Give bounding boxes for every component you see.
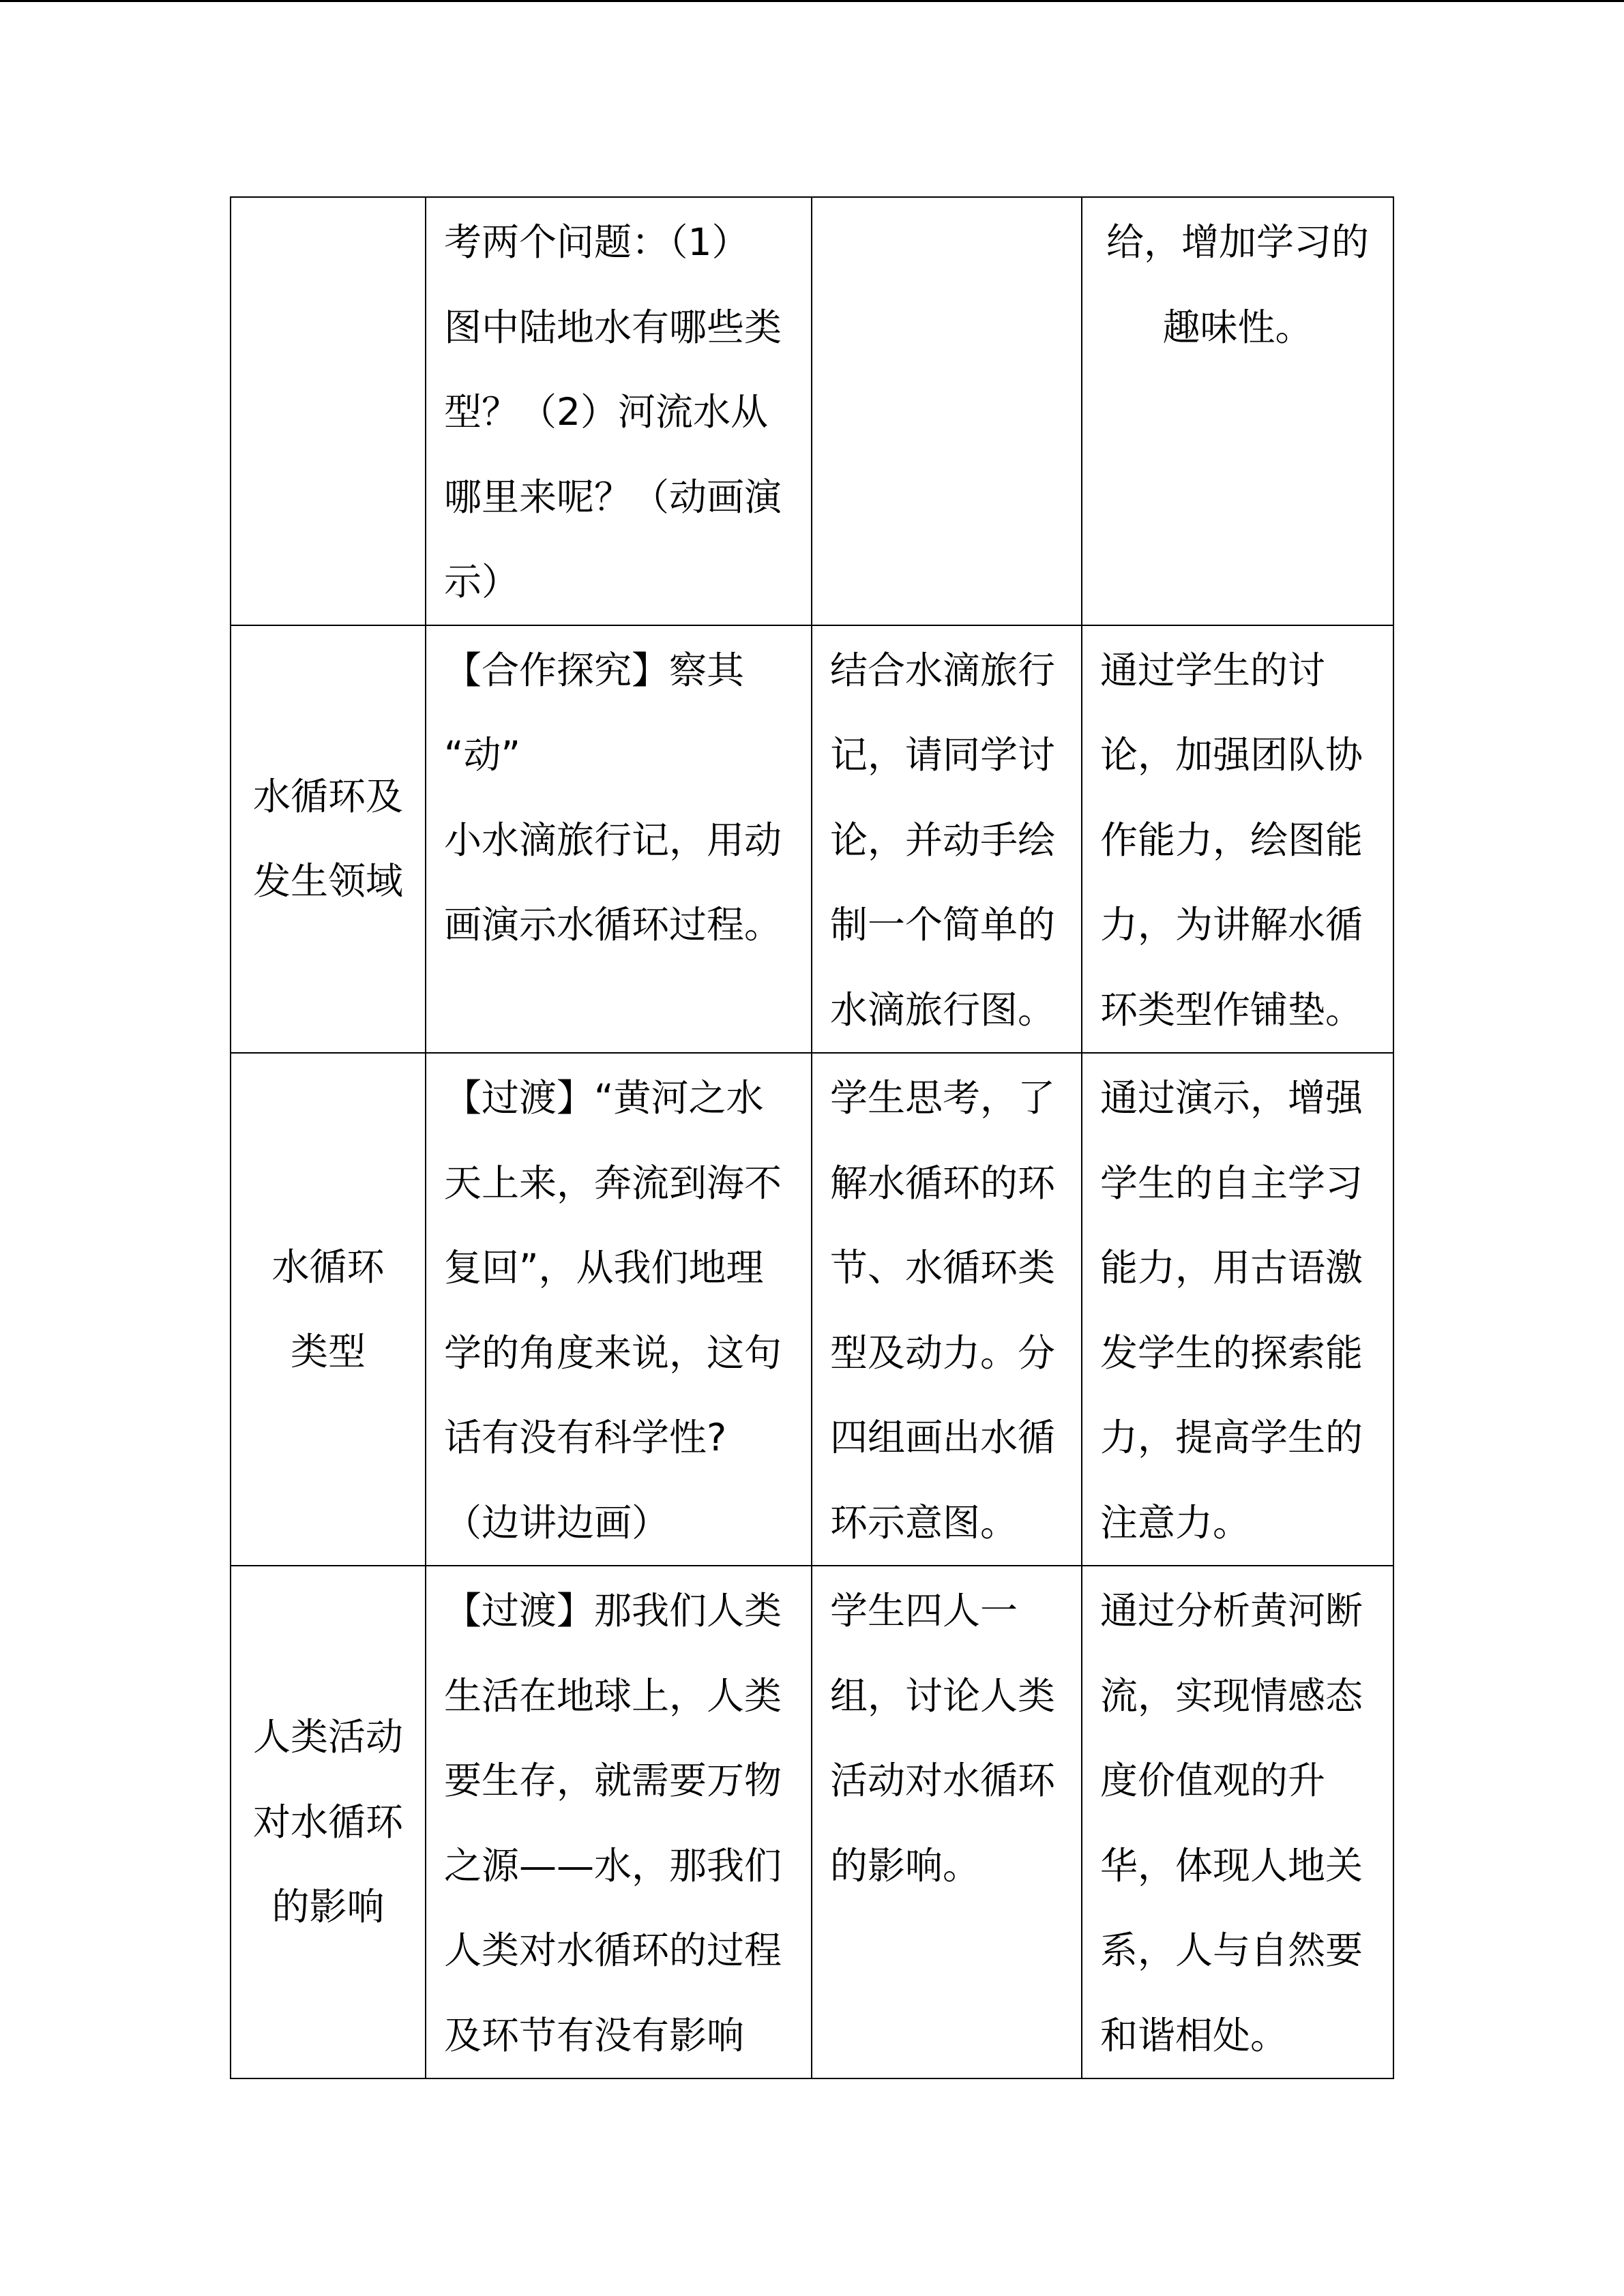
design-intent-cell [1082, 1053, 1393, 1566]
section-line: 人类活动 [252, 1715, 403, 1759]
section-line: 水循环 [271, 1244, 385, 1289]
teacher-activity-line: 生活在地球上，人类 [444, 1673, 782, 1718]
section-line: 对水循环 [252, 1800, 403, 1844]
teacher-activity-line: 考两个问题：（1） [444, 220, 750, 264]
table-row [231, 1566, 1393, 2078]
student-activity-line: 结合水滴旅行 [830, 648, 1056, 692]
design-intent-line: 和谐相处。 [1100, 2013, 1288, 2057]
design-intent-line: 给，增加学习的 [1106, 220, 1369, 264]
design-intent-line: 能力，用古语激 [1100, 1246, 1363, 1289]
section-cell [231, 1566, 426, 2078]
design-intent-line: 通过分析黄河断 [1100, 1589, 1363, 1632]
student-activity-line: 的影响。 [830, 1843, 981, 1888]
section-cell [231, 625, 426, 1054]
design-intent-line: 华，体现人地关 [1100, 1843, 1363, 1888]
student-activity-line: 组，讨论人类 [830, 1673, 1056, 1718]
student-activity-line: 论，并动手绘 [830, 818, 1056, 862]
table-row [231, 625, 1393, 1054]
student-activity-cell [812, 1566, 1082, 2078]
design-intent-line: 力，提高学生的 [1100, 1416, 1363, 1459]
student-activity-cell [812, 625, 1082, 1054]
student-activity-line: 型及动力。分 [830, 1330, 1056, 1375]
table-row [231, 197, 1393, 625]
teacher-activity-line: 图中陆地水有哪些类 [444, 305, 782, 349]
teacher-activity-line: 示） [444, 560, 520, 603]
teacher-activity-line: 及环节有没有影响 [444, 2013, 745, 2057]
teacher-activity-line: 复回”，从我们地理 [444, 1246, 764, 1289]
section-line: 的影响 [271, 1885, 385, 1929]
teacher-activity-line: 人类对水循环的过程 [444, 1928, 782, 1972]
student-activity-line: 记，请同学讨 [830, 733, 1056, 777]
student-activity-line: 活动对水循环 [830, 1759, 1056, 1802]
student-activity-line: 四组画出水循 [830, 1416, 1056, 1459]
teacher-activity-line: “动” [444, 733, 520, 777]
teacher-activity-line: 哪里来呢？（动画演 [444, 475, 782, 519]
teacher-activity-line: 型？（2）河流水从 [444, 390, 768, 434]
teacher-activity-cell [426, 1566, 812, 2078]
teacher-activity-cell [426, 625, 812, 1054]
section-line: 水循环及 [252, 774, 403, 818]
section-cell [231, 197, 426, 625]
design-intent-line: 趣味性。 [1162, 305, 1313, 349]
student-activity-line: 节、水循环类 [830, 1246, 1056, 1289]
teacher-activity-line: 【过渡】那我们人类 [444, 1589, 782, 1632]
student-activity-cell [812, 197, 1082, 625]
design-intent-line: 通过演示，增强 [1100, 1076, 1363, 1120]
section-cell [231, 1053, 426, 1566]
design-intent-line: 通过学生的讨 [1100, 648, 1326, 692]
teacher-activity-line: 学的角度来说，这句 [444, 1330, 782, 1375]
design-intent-line: 力，为讲解水循 [1100, 903, 1363, 946]
student-activity-line: 解水循环的环 [830, 1161, 1056, 1205]
table-row [231, 1053, 1393, 1566]
teacher-activity-cell [426, 197, 812, 625]
student-activity-line: 水滴旅行图。 [830, 987, 1056, 1032]
teacher-activity-line: 画演示水循环过程。 [444, 903, 782, 946]
student-activity-line: 环示意图。 [830, 1500, 1018, 1545]
section-line: 发生领域 [252, 859, 403, 904]
design-intent-cell [1082, 625, 1393, 1054]
teacher-activity-line: 话有没有科学性? [444, 1416, 727, 1459]
design-intent-line: 注意力。 [1100, 1500, 1251, 1545]
design-intent-cell [1082, 1566, 1393, 2078]
teacher-activity-cell [426, 1053, 812, 1566]
design-intent-line: 度价值观的升 [1100, 1759, 1326, 1802]
lesson-plan-table [230, 196, 1394, 2079]
student-activity-line: 制一个简单的 [830, 903, 1056, 946]
teacher-activity-line: 小水滴旅行记，用动 [444, 818, 782, 862]
teacher-activity-line: 之源——水，那我们 [444, 1843, 782, 1888]
design-intent-line: 发学生的探索能 [1100, 1330, 1363, 1375]
student-activity-line: 学生四人一 [830, 1589, 1018, 1632]
teacher-activity-line: 天上来，奔流到海不 [444, 1161, 782, 1205]
page-top-rule [0, 0, 1624, 2]
design-intent-line: 流，实现情感态 [1100, 1673, 1363, 1718]
design-intent-line: 环类型作铺垫。 [1100, 987, 1363, 1032]
teacher-activity-line: 【过渡】“黄河之水 [444, 1076, 764, 1120]
teacher-activity-line: 【合作探究】察其 [444, 648, 745, 692]
teacher-activity-line: 要生存，就需要万物 [444, 1759, 782, 1802]
design-intent-line: 作能力，绘图能 [1100, 818, 1363, 862]
design-intent-cell [1082, 197, 1393, 625]
design-intent-line: 系，人与自然要 [1100, 1928, 1363, 1972]
student-activity-line: 学生思考，了 [830, 1076, 1056, 1120]
student-activity-cell [812, 1053, 1082, 1566]
design-intent-line: 学生的自主学习 [1100, 1161, 1363, 1205]
section-line: 类型 [290, 1330, 366, 1373]
design-intent-line: 论，加强团队协 [1100, 733, 1363, 777]
teacher-activity-line: （边讲边画） [444, 1500, 670, 1545]
